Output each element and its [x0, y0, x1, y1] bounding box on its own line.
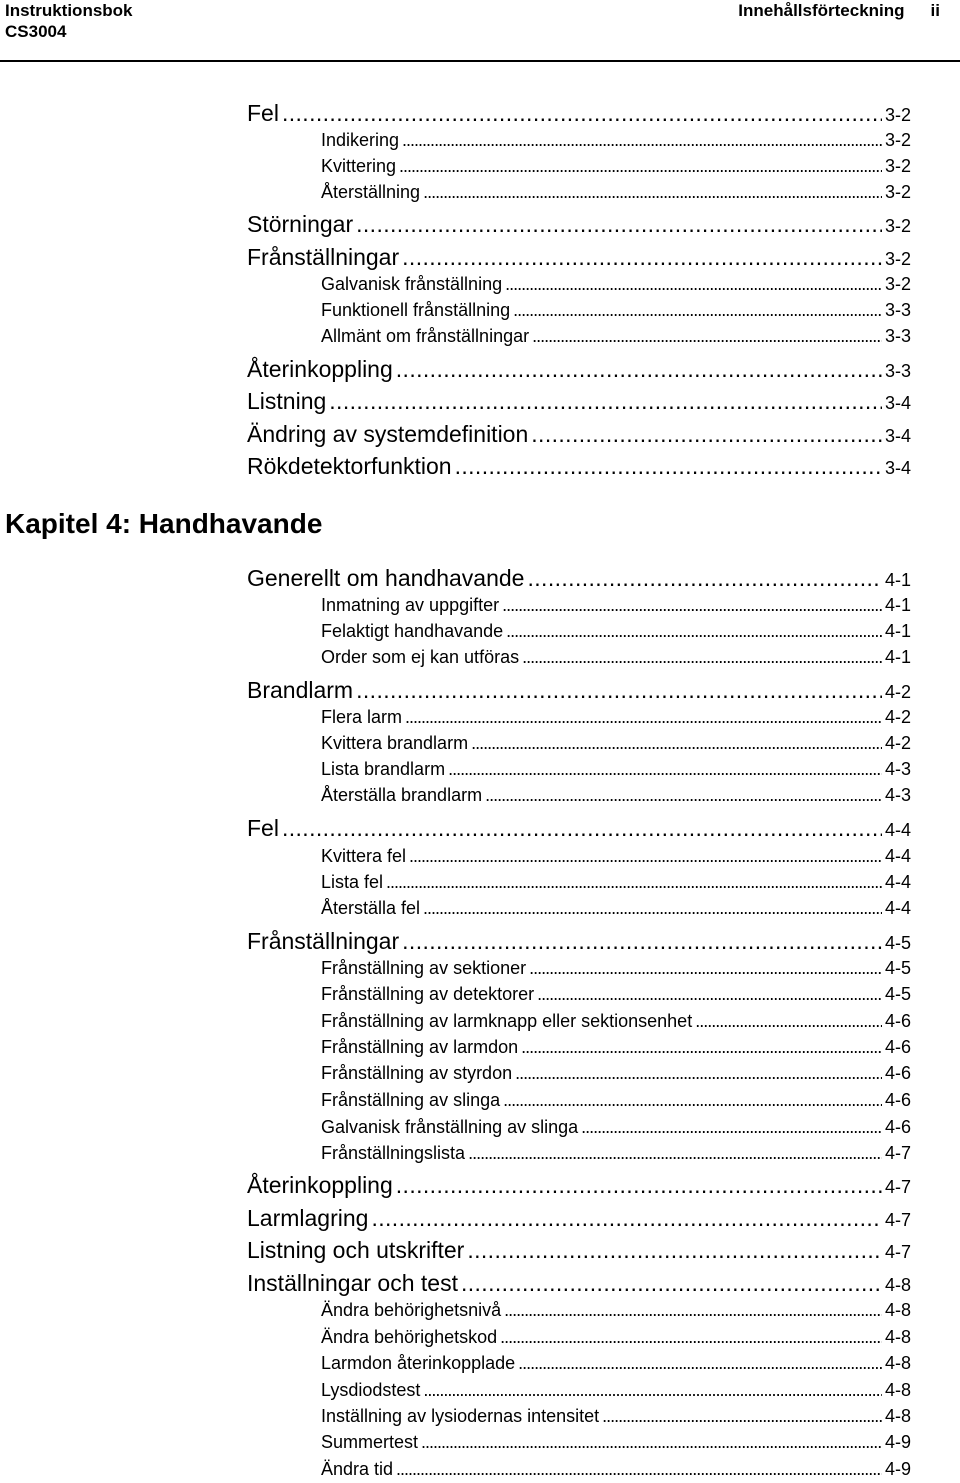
toc-entry-page: 3-4 — [884, 426, 911, 446]
toc-entry-section[interactable] — [247, 1237, 911, 1264]
toc-entry-section[interactable] — [247, 244, 911, 271]
section-title: Innehållsförteckning — [738, 1, 905, 20]
dot-leader — [581, 1117, 882, 1138]
toc-entry-subsection[interactable] — [321, 1090, 911, 1111]
toc-entry-subsection[interactable] — [321, 274, 911, 295]
toc-entry-title: Frånställningar — [247, 244, 400, 270]
toc-entry-subsection[interactable] — [321, 846, 911, 867]
toc-entry-title: Störningar — [247, 211, 354, 237]
toc-entry-subsection[interactable] — [321, 1380, 911, 1401]
dot-leader — [522, 647, 882, 668]
dot-leader — [402, 244, 882, 271]
dot-leader — [386, 872, 882, 893]
toc-entry-subsection[interactable] — [321, 326, 911, 347]
toc-entry-title: Fel — [247, 100, 279, 126]
toc-entry-title: Inmatning av uppgifter — [321, 595, 500, 615]
toc-entry-section[interactable] — [247, 356, 911, 383]
toc-entry-title: Summertest — [321, 1432, 419, 1452]
dot-leader — [521, 1037, 882, 1058]
toc-entry-page: 4-8 — [884, 1275, 911, 1295]
toc-entry-page: 3-2 — [884, 130, 911, 150]
toc-entry-title: Larmlagring — [247, 1205, 369, 1231]
dot-leader — [471, 733, 882, 754]
toc-entry-page: 4-6 — [884, 1011, 911, 1031]
dot-leader — [502, 595, 882, 616]
toc-entry-page: 4-4 — [884, 846, 911, 866]
toc-entry-title: Inställning av lysiodernas intensitet — [321, 1406, 600, 1426]
toc-entry-page: 3-3 — [884, 361, 911, 381]
toc-entry-subsection[interactable] — [321, 1353, 911, 1374]
dot-leader — [529, 958, 882, 979]
toc-entry-page: 4-4 — [884, 898, 911, 918]
toc-entry-section[interactable] — [247, 211, 911, 238]
toc-entry-page: 4-7 — [884, 1143, 911, 1163]
dot-leader — [518, 1353, 882, 1374]
toc-entry-title: Rökdetektorfunktion — [247, 453, 452, 479]
toc-entry-subsection[interactable] — [321, 1037, 911, 1058]
toc-entry-page: 3-2 — [884, 274, 911, 294]
page-number: ii — [930, 1, 940, 20]
toc-entry-page: 3-3 — [884, 300, 911, 320]
toc-entry-page: 4-5 — [884, 958, 911, 978]
toc-entry-title: Frånställningar — [247, 928, 400, 954]
toc-entry-title: Återinkoppling — [247, 1172, 393, 1198]
toc-entry-section[interactable] — [247, 1270, 911, 1297]
toc-entry-page: 4-7 — [884, 1177, 911, 1197]
toc-entry-page: 4-1 — [884, 570, 911, 590]
toc-entry-section[interactable] — [247, 421, 911, 448]
toc-entry-section[interactable] — [247, 388, 911, 415]
toc-entry-title: Lista fel — [321, 872, 384, 892]
toc-entry-section[interactable] — [247, 928, 911, 955]
toc-entry-title: Flera larm — [321, 707, 403, 727]
toc-entry-subsection[interactable] — [321, 733, 911, 754]
toc-entry-section[interactable] — [247, 453, 911, 480]
toc-entry-subsection[interactable] — [321, 1011, 911, 1032]
toc-entry-title: Fel — [247, 815, 279, 841]
toc-entry-page: 3-2 — [884, 105, 911, 125]
toc-entry-page: 4-6 — [884, 1037, 911, 1057]
dot-leader — [396, 1172, 882, 1199]
toc-entry-title: Galvanisk frånställning av slinga — [321, 1117, 579, 1137]
toc-entry-title: Lysdiodstest — [321, 1380, 421, 1400]
toc-entry-subsection[interactable] — [321, 300, 911, 321]
dot-leader — [405, 707, 882, 728]
toc-entry-page: 3-4 — [884, 393, 911, 413]
toc-entry-section[interactable] — [247, 815, 911, 842]
toc-entry-subsection[interactable] — [321, 1406, 911, 1427]
toc-entry-page: 4-2 — [884, 682, 911, 702]
toc-entry-subsection[interactable] — [321, 707, 911, 728]
dot-leader — [282, 815, 882, 842]
dot-leader — [515, 1063, 882, 1084]
page-header — [0, 0, 960, 62]
dot-leader — [423, 898, 882, 919]
toc-entry-subsection[interactable] — [321, 759, 911, 780]
toc-entry-page: 4-4 — [884, 820, 911, 840]
toc-entry-subsection[interactable] — [321, 1063, 911, 1084]
dot-leader — [356, 677, 882, 704]
toc-entry-title: Generellt om handhavande — [247, 565, 525, 591]
dot-leader — [423, 182, 882, 203]
dot-leader — [402, 130, 882, 151]
toc-entry-title: Brandlarm — [247, 677, 354, 703]
toc-entry-page: 3-2 — [884, 182, 911, 202]
dot-leader — [505, 274, 882, 295]
toc-entry-title: Ändra tid — [321, 1459, 394, 1479]
toc-entry-title: Inställningar och test — [247, 1270, 458, 1296]
dot-leader — [448, 759, 882, 780]
toc-entry-page: 3-4 — [884, 458, 911, 478]
toc-entry-subsection[interactable] — [321, 1327, 911, 1348]
toc-entry-title: Funktionell frånställning — [321, 300, 511, 320]
toc-entry-page: 3-2 — [884, 249, 911, 269]
dot-leader — [506, 621, 882, 642]
dot-leader — [402, 928, 882, 955]
dot-leader — [396, 356, 882, 383]
section-title-block — [738, 0, 940, 21]
toc-entry-title: Frånställningslista — [321, 1143, 466, 1163]
toc-entry-title: Order som ej kan utföras — [321, 647, 520, 667]
toc-entry-subsection[interactable] — [321, 1300, 911, 1321]
document-title-block — [5, 0, 133, 42]
dot-leader — [371, 1205, 882, 1232]
toc-entry-subsection[interactable] — [321, 130, 911, 151]
toc-entry-page: 4-9 — [884, 1459, 911, 1479]
toc-entry-title: Återställa fel — [321, 898, 421, 918]
toc-entry-page: 4-2 — [884, 733, 911, 753]
toc-entry-section[interactable] — [247, 1205, 911, 1232]
toc-entry-page: 4-5 — [884, 933, 911, 953]
dot-leader — [468, 1143, 882, 1164]
toc-entry-subsection[interactable] — [321, 182, 911, 203]
dot-leader — [504, 1300, 882, 1321]
toc-entry-subsection[interactable] — [321, 647, 911, 668]
dot-leader — [527, 565, 882, 592]
toc-entry-subsection[interactable] — [321, 898, 911, 919]
toc-entry-page: 4-7 — [884, 1242, 911, 1262]
toc-entry-title: Ändra behörighetsnivå — [321, 1300, 502, 1320]
toc-entry-title: Ändra behörighetskod — [321, 1327, 498, 1347]
dot-leader — [503, 1090, 882, 1111]
dot-leader — [356, 211, 882, 238]
toc-entry-title: Frånställning av sektioner — [321, 958, 527, 978]
toc-entry-page: 4-9 — [884, 1432, 911, 1452]
toc-entry-title: Kvittera brandlarm — [321, 733, 469, 753]
toc-entry-page: 4-8 — [884, 1380, 911, 1400]
dot-leader — [329, 388, 882, 415]
toc-entry-page: 4-8 — [884, 1300, 911, 1320]
toc-entry-title: Frånställning av detektorer — [321, 984, 535, 1004]
toc-entry-page: 4-8 — [884, 1327, 911, 1347]
toc-entry-title: Kvittering — [321, 156, 397, 176]
toc-entry-subsection[interactable] — [321, 1143, 911, 1164]
dot-leader — [695, 1011, 882, 1032]
toc-entry-subsection[interactable] — [321, 785, 911, 806]
dot-leader — [423, 1380, 882, 1401]
toc-entry-title: Frånställning av styrdon — [321, 1063, 513, 1083]
toc-entry-subsection[interactable] — [321, 872, 911, 893]
toc-entry-section[interactable] — [247, 677, 911, 704]
dot-leader — [532, 326, 882, 347]
toc-entry-page: 4-6 — [884, 1063, 911, 1083]
toc-entry-subsection[interactable] — [321, 1117, 911, 1138]
toc-entry-title: Felaktigt handhavande — [321, 621, 504, 641]
dot-leader — [455, 453, 882, 480]
toc-entry-page: 4-7 — [884, 1210, 911, 1230]
toc-entry-page: 4-8 — [884, 1353, 911, 1373]
toc-entry-title: Återställa brandlarm — [321, 785, 483, 805]
toc-entry-page: 4-2 — [884, 707, 911, 727]
dot-leader — [500, 1327, 882, 1348]
toc-entry-page: 4-1 — [884, 647, 911, 667]
toc-entry-page: 4-1 — [884, 621, 911, 641]
toc-entry-title: Lista brandlarm — [321, 759, 446, 779]
dot-leader — [409, 846, 882, 867]
dot-leader — [467, 1237, 882, 1264]
dot-leader — [485, 785, 882, 806]
toc-entry-subsection[interactable] — [321, 984, 911, 1005]
dot-leader — [531, 421, 882, 448]
toc-entry-title: Frånställning av larmknapp eller sektionsenhet — [321, 1011, 693, 1031]
toc-entry-section[interactable] — [247, 100, 911, 127]
toc-entry-subsection[interactable] — [321, 595, 911, 616]
dot-leader — [461, 1270, 882, 1297]
dot-leader — [513, 300, 882, 321]
toc-entry-page: 3-2 — [884, 156, 911, 176]
toc-entry-page: 4-5 — [884, 984, 911, 1004]
toc-entry-title: Frånställning av slinga — [321, 1090, 501, 1110]
toc-entry-page: 4-3 — [884, 785, 911, 805]
toc-entry-title: Indikering — [321, 130, 400, 150]
chapter-heading: Kapitel 4: Handhavande — [5, 508, 323, 539]
toc-entry-page: 4-1 — [884, 595, 911, 615]
toc-entry-page: 4-6 — [884, 1090, 911, 1110]
toc-entry-page: 3-3 — [884, 326, 911, 346]
dot-leader — [399, 156, 882, 177]
toc-entry-page: 4-8 — [884, 1406, 911, 1426]
toc-entry-subsection[interactable] — [321, 156, 911, 177]
dot-leader — [602, 1406, 882, 1427]
toc-entry-title: Galvanisk frånställning — [321, 274, 503, 294]
document-title: Instruktionsbok — [5, 1, 133, 20]
toc-entry-section[interactable] — [247, 1172, 911, 1199]
toc-entry-subsection[interactable] — [321, 621, 911, 642]
dot-leader — [537, 984, 882, 1005]
toc-entry-title: Listning och utskrifter — [247, 1237, 465, 1263]
toc-entry-subsection[interactable] — [321, 958, 911, 979]
toc-entry-title: Kvittera fel — [321, 846, 407, 866]
toc-entry-subsection[interactable] — [321, 1432, 911, 1453]
toc-entry-title: Allmänt om frånställningar — [321, 326, 530, 346]
toc-entry-title: Larmdon återinkopplade — [321, 1353, 516, 1373]
toc-entry-title: Listning — [247, 388, 327, 414]
toc-entry-title: Återinkoppling — [247, 356, 393, 382]
document-model: CS3004 — [5, 22, 67, 41]
toc-entry-title: Återställning — [321, 182, 421, 202]
toc-entry-section[interactable] — [247, 565, 911, 592]
toc-entry-page: 4-6 — [884, 1117, 911, 1137]
dot-leader — [396, 1459, 882, 1480]
toc-entry-page: 3-2 — [884, 216, 911, 236]
toc-entry-page: 4-3 — [884, 759, 911, 779]
toc-entry-page: 4-4 — [884, 872, 911, 892]
toc-entry-title: Ändring av systemdefinition — [247, 421, 529, 447]
toc-entry-title: Frånställning av larmdon — [321, 1037, 519, 1057]
dot-leader — [421, 1432, 882, 1453]
dot-leader — [282, 100, 882, 127]
toc-entry-subsection[interactable] — [321, 1459, 911, 1480]
